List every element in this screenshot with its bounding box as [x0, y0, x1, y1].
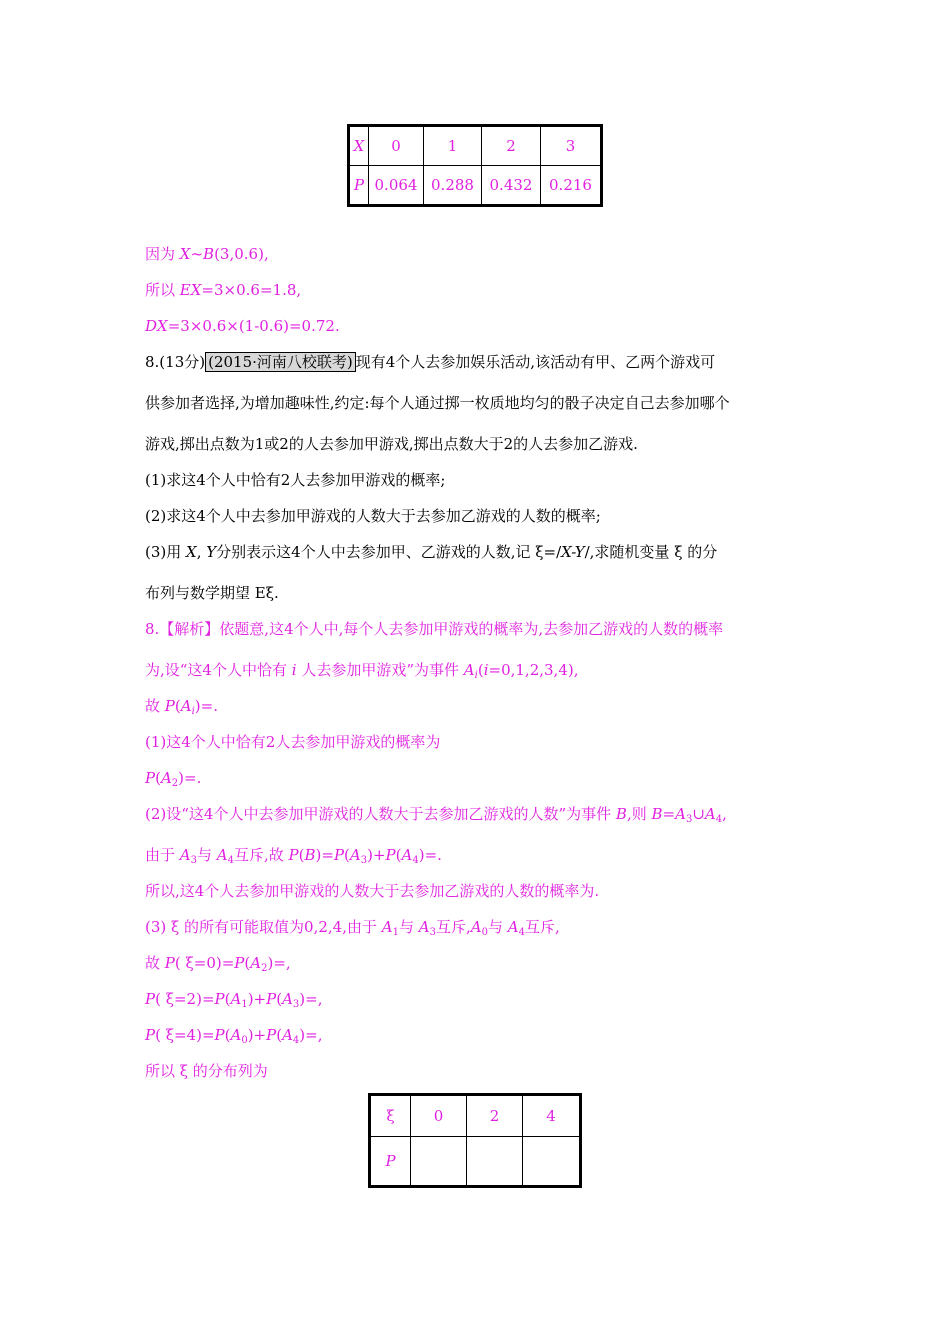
- solution-line: 8.【解析】依题意,这4个人中,每个人去参加甲游戏的概率为,去参加乙游戏的人数的概率: [145, 620, 724, 638]
- table-cell: 0.432: [482, 166, 541, 206]
- solution-line: (1)这4个人中恰有2人去参加甲游戏的概率为: [145, 733, 441, 751]
- question-2: (2)求这4个人中去参加甲游戏的人数大于去参加乙游戏的人数的概率;: [145, 507, 601, 525]
- solution-line: P( $\xi=4)=P(A_0)+P(A_4)=$,: [145, 1026, 323, 1046]
- problem-line: 游戏,掷出点数为1或2的人去参加甲游戏,掷出点数大于2的人去参加乙游戏.: [145, 435, 638, 453]
- table-cell: [523, 1137, 581, 1187]
- table-cell: 0.288: [424, 166, 482, 206]
- table-cell: P: [349, 166, 369, 206]
- solution-line: 所以 EX=3×0.6=1.8,: [145, 281, 302, 299]
- solution-line: (3) ξ 的所有可能取值为0,2,4,由于 $A_1$与 $A_3$互斥$,A_0$与 $A_4$互斥,: [145, 918, 560, 938]
- table-cell: 0.216: [541, 166, 602, 206]
- solution-line: P( $\xi=2)=P(A_1)+P(A_3)=$,: [145, 990, 323, 1010]
- question-3-cont: 布列与数学期望 Eξ.: [145, 584, 279, 602]
- solution-line: 为,设“这4个人中恰有 i 人去参加甲游戏”为事件 $A_i(i=0,1,2,3,4)$,: [145, 661, 579, 681]
- solution-line: 所以 ξ 的分布列为: [145, 1062, 268, 1080]
- solution-line: 故 P( $\xi=0)=P(A_2)=$,: [145, 954, 291, 974]
- table-cell: ξ: [370, 1095, 411, 1137]
- table-cell: 0: [369, 126, 424, 166]
- source-tag: (2015·河南八校联考): [205, 352, 356, 372]
- question-3: (3)用 X, Y分别表示这4个人中去参加甲、乙游戏的人数,记 ξ=/X-Y/,求随机变量 ξ 的分: [145, 543, 718, 561]
- solution-line: 由于 $A_3$与 $A_4$互斥,故 $P(B)=P(A_3)+P(A_4)=$.: [145, 846, 442, 866]
- problem-line: 8.(13分) (2015·河南八校联考) 现有4个人去参加娱乐活动,该活动有甲、乙两个游戏可: [145, 353, 716, 371]
- distribution-table-x: [347, 124, 603, 207]
- table-cell: 2: [482, 126, 541, 166]
- table-cell: 0.064: [369, 166, 424, 206]
- table-cell: 1: [424, 126, 482, 166]
- table-cell: [467, 1137, 523, 1187]
- table-row: [370, 1095, 581, 1137]
- table-cell: 4: [523, 1095, 581, 1137]
- table-row: [370, 1137, 581, 1187]
- solution-line: 所以,这4个人去参加甲游戏的人数大于去参加乙游戏的人数的概率为.: [145, 882, 600, 900]
- table-cell: [411, 1137, 467, 1187]
- distribution-table-xi: [368, 1093, 582, 1188]
- solution-line: 故 $P(A_i)=$.: [145, 697, 218, 717]
- problem-line: 供参加者选择,为增加趣味性,约定:每个人通过掷一枚质地均匀的骰子决定自己去参加哪个: [145, 394, 730, 412]
- solution-line: $P(A_2)=$.: [145, 769, 202, 789]
- table-cell: P: [370, 1137, 411, 1187]
- table-cell: X: [349, 126, 369, 166]
- solution-line: DX=3×0.6×(1-0.6)=0.72.: [145, 317, 340, 335]
- solution-line: (2)设“这4个人中去参加甲游戏的人数大于去参加乙游戏的人数”为事件 B,则 $B=A_3\cup A_4$,: [145, 805, 727, 825]
- table-cell: 0: [411, 1095, 467, 1137]
- table-cell: 2: [467, 1095, 523, 1137]
- table-row: [349, 166, 602, 206]
- solution-line: 因为 X~B(3,0.6),: [145, 245, 269, 263]
- table-cell: 3: [541, 126, 602, 166]
- table-row: [349, 126, 602, 166]
- question-1: (1)求这4个人中恰有2人去参加甲游戏的概率;: [145, 471, 446, 489]
